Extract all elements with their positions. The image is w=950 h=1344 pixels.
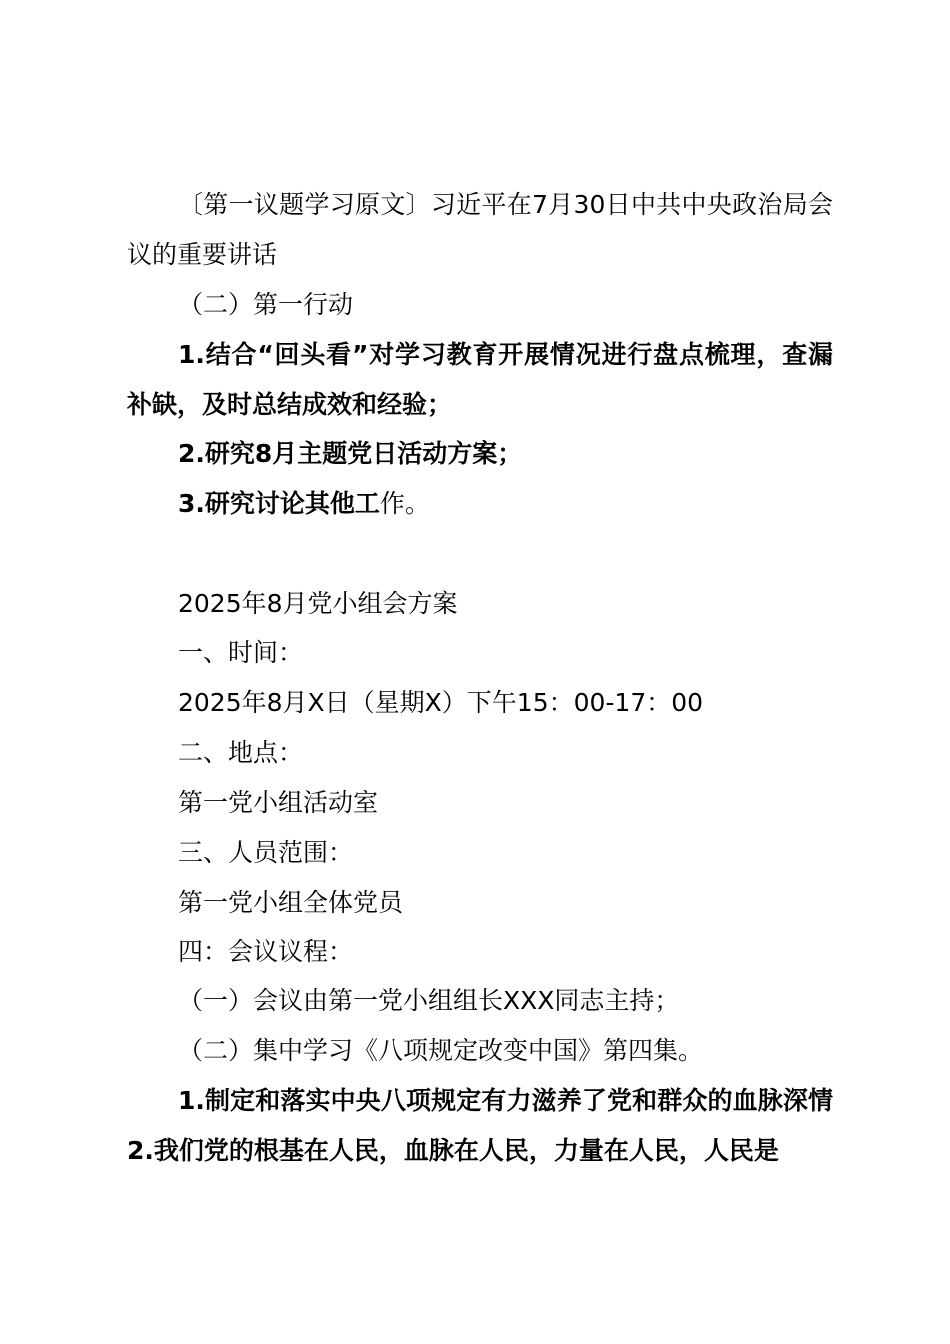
agenda-step-2: （二）集中学习《八项规定改变中国》第四集。 [178,1036,704,1065]
agenda-item-1: 1.结合“回头看”对学习教育开展情况进行盘点梳理，查漏补缺，及时总结成效和经验； [127,340,833,419]
agenda-item-3-normal-text: 作。 [379,489,430,518]
participants-value: 第一党小组全体党员 [178,888,404,917]
agenda-item-3 [127,479,833,529]
location-heading: 二、地点： [178,738,304,767]
participants-heading: 三、人员范围： [178,838,354,867]
location-value: 第一党小组活动室 [178,788,379,817]
agenda-item-2: 2.研究8月主题党日活动方案； [178,439,523,468]
time-value: 2025年8月X日（星期X）下午15：00-17：00 [178,688,704,717]
first-topic-paragraph: 〔第一议题学习原文〕习近平在7月30日中共中央政治局会议的重要讲话 [127,190,833,269]
agenda-item-3-bold-text: 3.研究讨论其他工 [178,489,380,518]
study-points-paragraph: 1.制定和落实中央八项规定有力滋养了党和群众的血脉深情2.我们党的根基在人民，血脉在人民，力量在人民，人民是 [127,1086,833,1165]
section-heading-first-action: （二）第一行动 [178,290,354,319]
plan-title: 2025年8月党小组会方案 [178,589,458,618]
agenda-step-1: （一）会议由第一党小组组长XXX同志主持； [178,986,680,1015]
meeting-agenda-heading: 四：会议议程： [178,937,354,966]
time-heading: 一、时间： [178,638,304,667]
